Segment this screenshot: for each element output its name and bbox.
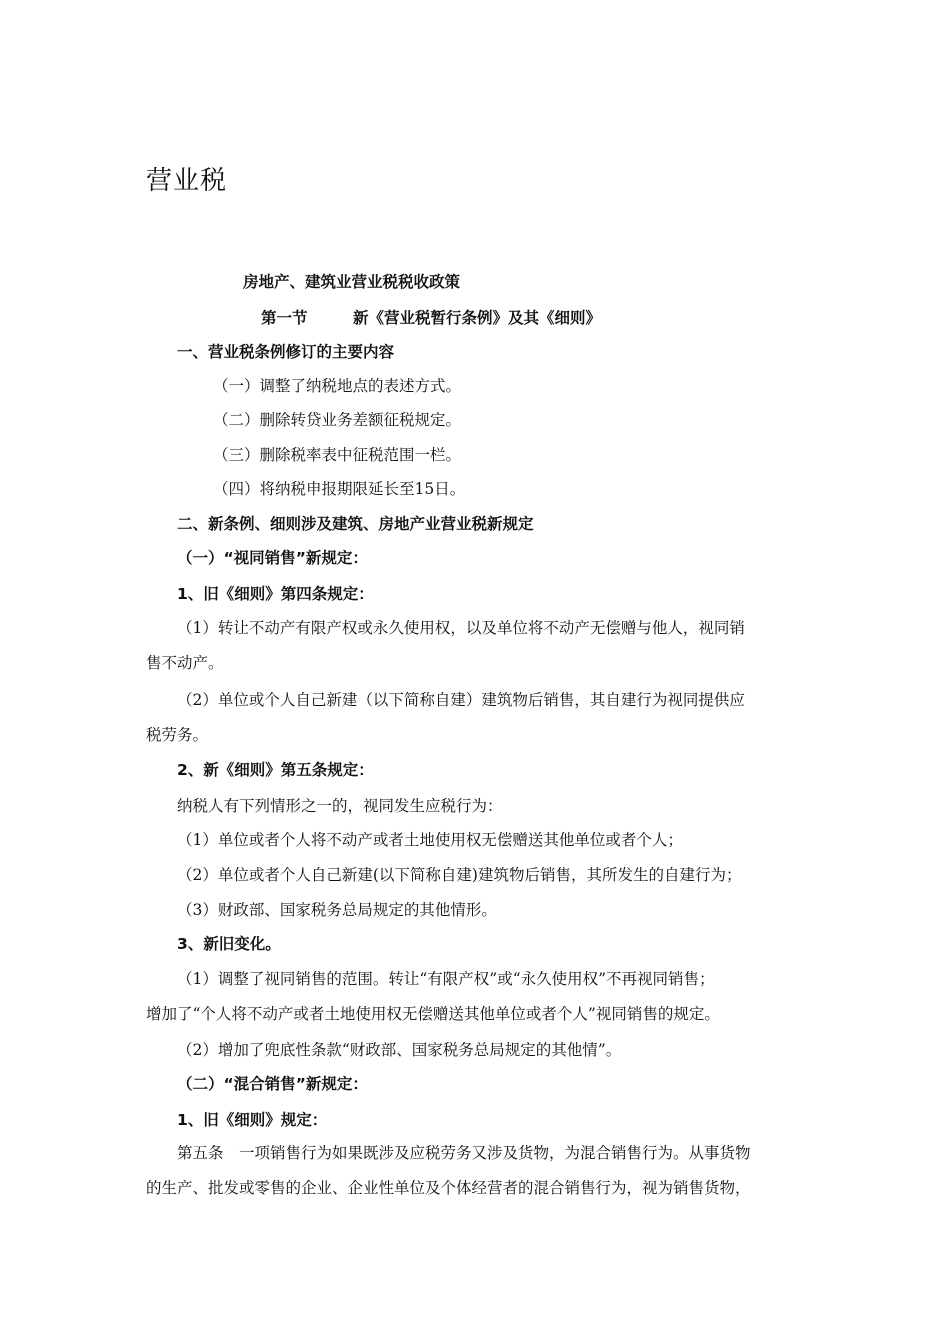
paragraph-line: 纳税人有下列情形之一的，视同发生应税行为： bbox=[177, 797, 503, 815]
paragraph-line: 的生产、批发或零售的企业、企业性单位及个体经营者的混合销售行为，视为销售货物， bbox=[146, 1179, 751, 1197]
paragraph-line: 税劳务。 bbox=[146, 726, 209, 744]
paragraph-line: （2）增加了兜底性条款“财政部、国家税务总局规定的其他情”。 bbox=[177, 1041, 622, 1059]
subsection-heading: （二）“混合销售”新规定： bbox=[177, 1075, 368, 1093]
old-rule-heading: 1、旧《细则》第四条规定： bbox=[177, 585, 374, 603]
paragraph-line: 售不动产。 bbox=[146, 654, 224, 672]
main-heading: 房地产、建筑业营业税税收政策 bbox=[243, 273, 461, 291]
list-item: （2）单位或者个人自己新建(以下简称自建)建筑物后销售，其所发生的自建行为； bbox=[177, 866, 742, 884]
list-item: （3）财政部、国家税务总局规定的其他情形。 bbox=[177, 901, 497, 919]
list-item: （一）调整了纳税地点的表述方式。 bbox=[213, 377, 462, 395]
new-rule-heading: 2、新《细则》第五条规定： bbox=[177, 761, 374, 779]
section-title: 新《营业税暂行条例》及其《细则》 bbox=[353, 309, 602, 327]
paragraph-line: 第五条 一项销售行为如果既涉及应税劳务又涉及货物，为混合销售行为。从事货物 bbox=[177, 1144, 751, 1162]
document-title: 营业税 bbox=[146, 166, 228, 196]
part1-heading: 一、营业税条例修订的主要内容 bbox=[177, 343, 395, 361]
paragraph-line: 增加了“个人将不动产或者土地使用权无偿赠送其他单位或者个人”视同销售的规定。 bbox=[146, 1005, 720, 1023]
list-item: （四）将纳税申报期限延长至15日。 bbox=[213, 480, 466, 498]
list-item: （三）删除税率表中征税范围一栏。 bbox=[213, 446, 462, 464]
section-number: 第一节 bbox=[261, 309, 308, 327]
list-item: （1）单位或者个人将不动产或者土地使用权无偿赠送其他单位或者个人； bbox=[177, 831, 683, 849]
change-heading: 3、新旧变化。 bbox=[177, 935, 281, 953]
paragraph-line: （1）转让不动产有限产权或永久使用权，以及单位将不动产无偿赠与他人，视同销 bbox=[177, 619, 745, 637]
paragraph-line: （1）调整了视同销售的范围。转让“有限产权”或“永久使用权”不再视同销售； bbox=[177, 970, 715, 988]
subsection-heading: （一）“视同销售”新规定： bbox=[177, 549, 368, 567]
mixed-old-heading: 1、旧《细则》规定： bbox=[177, 1111, 328, 1129]
list-item: （二）删除转贷业务差额征税规定。 bbox=[213, 411, 462, 429]
part2-heading: 二、新条例、细则涉及建筑、房地产业营业税新规定 bbox=[177, 515, 534, 533]
paragraph-line: （2）单位或个人自己新建（以下简称自建）建筑物后销售，其自建行为视同提供应 bbox=[177, 691, 745, 709]
